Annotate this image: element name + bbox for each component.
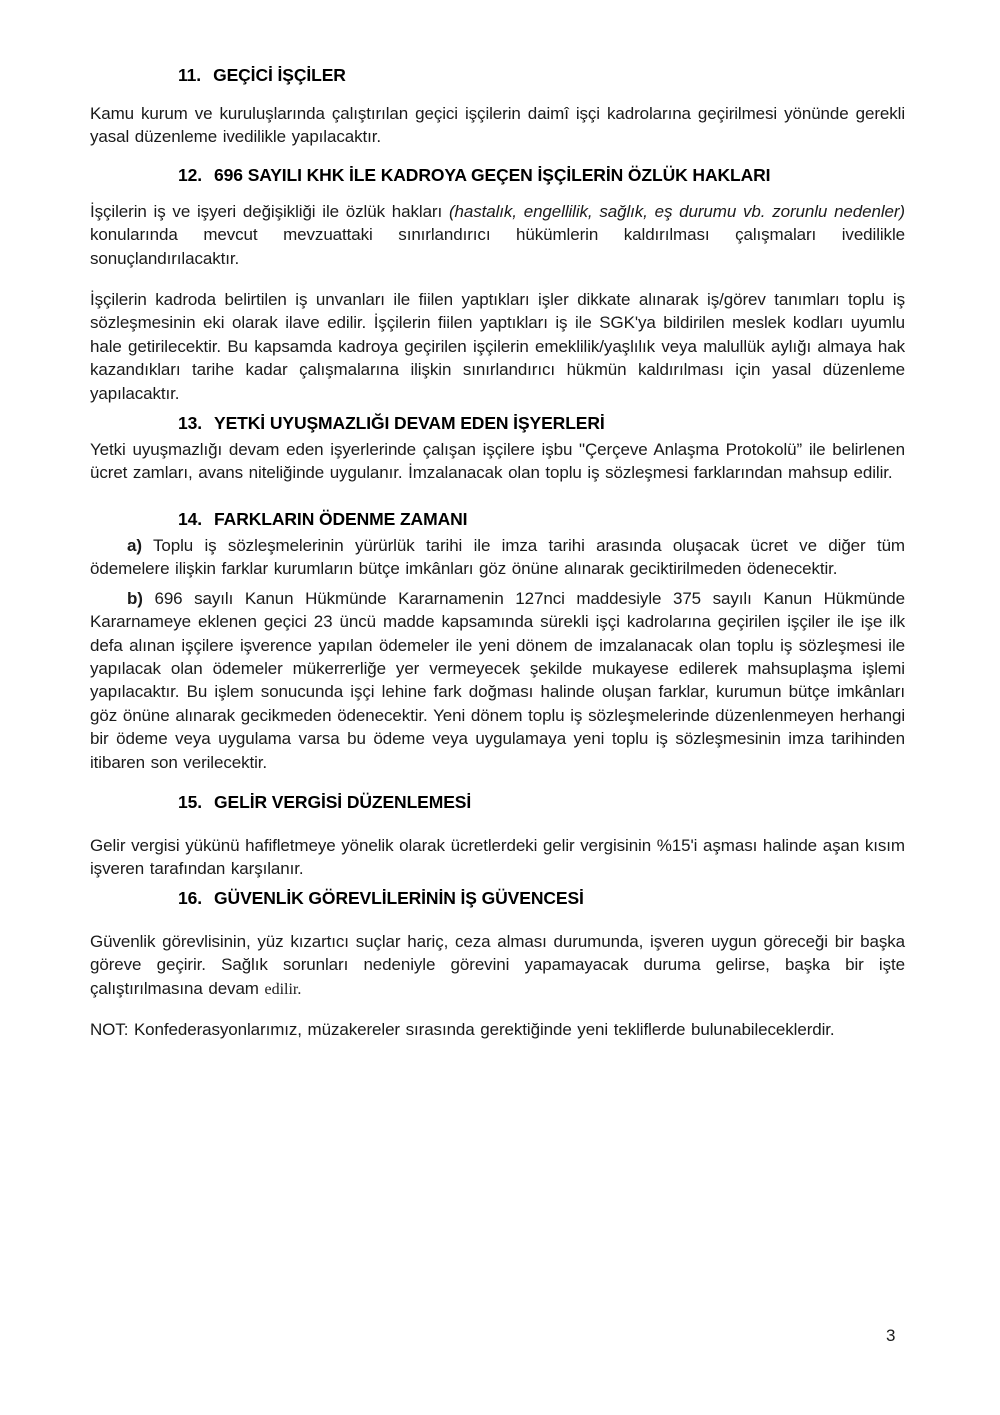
section-14-title: FARKLARIN ÖDENME ZAMANI (214, 508, 468, 529)
section-12-number: 12. (178, 164, 203, 185)
paragraph-italic-text: (hastalık, engellilik, sağlık, eş durumu vb. zorunlu nedenler) (448, 201, 905, 221)
section-11-number: 11. (178, 65, 202, 85)
section-13-heading (178, 412, 905, 435)
section-16-paragraph (90, 930, 905, 1001)
section-14-number: 14. (178, 508, 203, 529)
list-item-label-a: a) (127, 535, 142, 555)
section-14-heading (178, 508, 905, 531)
paragraph-text: 696 sayılı Kanun Hükmünde Kararnamenin 127nci maddesiyle 375 sayılı Kanun Hükmünde Kararnameye eklenen geçici 23 üncü madde kapsamında sürekli işçi kadrolarına geçirilen işçiler ile işe ilk defa alınan işçilere işverence yapılan ödemeler ile yeni dönem de imzalanacak olan toplu iş sözleşmesi ile yapılacak olan ödemeler mükerrerliğe yer vermeyecek şekilde mukayese edilerek mahsuplaşma işlemi yapılacaktır. Bu işlem sonucunda işçi lehine fark doğması halinde oluşan farklar, kurumun bütçe imkânları göz önüne alınarak gecikmeden ödenecektir. Yeni dönem toplu iş sözleşmelerinde düzenlenmeyen herhangi bir ödeme veya uygulama varsa bu ödeme veya uygulamaya yeni toplu iş sözleşmesinin imza tarihinden itibaren son verilecektir. (90, 588, 905, 772)
section-14-paragraph-b (90, 587, 905, 774)
paragraph-text: İşçilerin iş ve işyeri değişikliği ile özlük hakları (90, 201, 449, 221)
section-15-heading (178, 791, 905, 814)
section-12-paragraph-1 (90, 200, 905, 270)
section-16-title: GÜVENLİK GÖREVLİLERİNİN İŞ GÜVENCESİ (214, 887, 584, 908)
section-13-paragraph: Yetki uyuşmazlığı devam eden işyerlerinde çalışan işçilere işbu "Çerçeve Anlaşma Protokolü” ile belirlenen ücret zamları, avans niteliğinde uygulanır. İmzalanacak olan toplu iş sözleşmesi farklarından mahsup edilir. (90, 440, 905, 483)
section-15-paragraph: Gelir vergisi yükünü hafifletmeye yönelik olarak ücretlerdeki gelir vergisinin %15'i aşması halinde aşan kısım işveren tarafından karşılanır. (90, 835, 905, 879)
section-12-heading (178, 164, 905, 187)
section-15-title: GELİR VERGİSİ DÜZENLEMESİ (214, 791, 472, 812)
section-11-paragraph: Kamu kurum ve kuruluşlarında çalıştırılan geçici işçilerin daimî işçi kadrolarına geçirilmesi yönünde gerekli yasal düzenleme ivedilikle yapılacaktır. (90, 104, 905, 147)
paragraph-text: konularında mevcut mevzuattaki sınırlandırıcı hükümlerin kaldırılması çalışmaları ivedilikle sonuçlandırılacaktır. (90, 225, 905, 268)
section-16-heading (178, 887, 905, 910)
page-number: 3 (886, 1326, 896, 1345)
section-12-title: 696 SAYILI KHK İLE KADROYA GEÇEN İŞÇİLERİN ÖZLÜK HAKLARI (214, 164, 771, 185)
section-12-paragraph-2: İşçilerin kadroda belirtilen iş unvanları ile fiilen yaptıkları işler dikkate alınarak iş/görev tanımları toplu iş sözleşmesinin eki olarak ilave edilir. İşçilerin fiilen yaptıkları iş ile SGK'ya bildirilen meslek kodları uyumlu hale getirilecektir. Bu kapsamda kadroya geçirilen işçilerin emeklilik/yaşlılık veya malullük aylığı almaya hak kazandıkları tarihe kadar çalışmalarına ilişkin sınırlandırıcı hükmün kaldırılması için yasal düzenleme yapılacaktır. (90, 290, 905, 403)
section-13-number: 13. (178, 413, 203, 434)
section-16-number: 16. (178, 887, 203, 908)
paragraph-text: Toplu iş sözleşmelerinin yürürlük tarihi ile imza tarihi arasında oluşacak ücret ve diğer tüm ödemelere ilişkin farklar kurumların bütçe imkânları göz önüne alınarak geciktirilmeden ödenecektir. (90, 535, 905, 579)
section-14-paragraph-a (90, 534, 905, 581)
list-item-label-b: b) (127, 588, 143, 608)
section-11-heading (178, 64, 905, 87)
paragraph-text: Güvenlik görevlisinin, yüz kızartıcı suçlar hariç, ceza alması durumunda, işveren uygun göreceği bir başka göreve geçirir. Sağlık sorunları nedeniyle görevini yapamayacak duruma gelirse, başka bir işte çalıştırılmasına devam (90, 931, 905, 998)
note-paragraph: NOT: Konfederasyonlarımız, müzakereler sırasında gerektiğinde yeni tekliflerde bulunabileceklerdir. (90, 1019, 835, 1039)
section-11-title: GEÇİCİ İŞÇİLER (213, 65, 346, 85)
paragraph-serif-text: edilir. (264, 980, 302, 998)
section-13-title: YETKİ UYUŞMAZLIĞI DEVAM EDEN İŞYERLERİ (214, 413, 605, 434)
section-15-number: 15. (178, 791, 203, 812)
